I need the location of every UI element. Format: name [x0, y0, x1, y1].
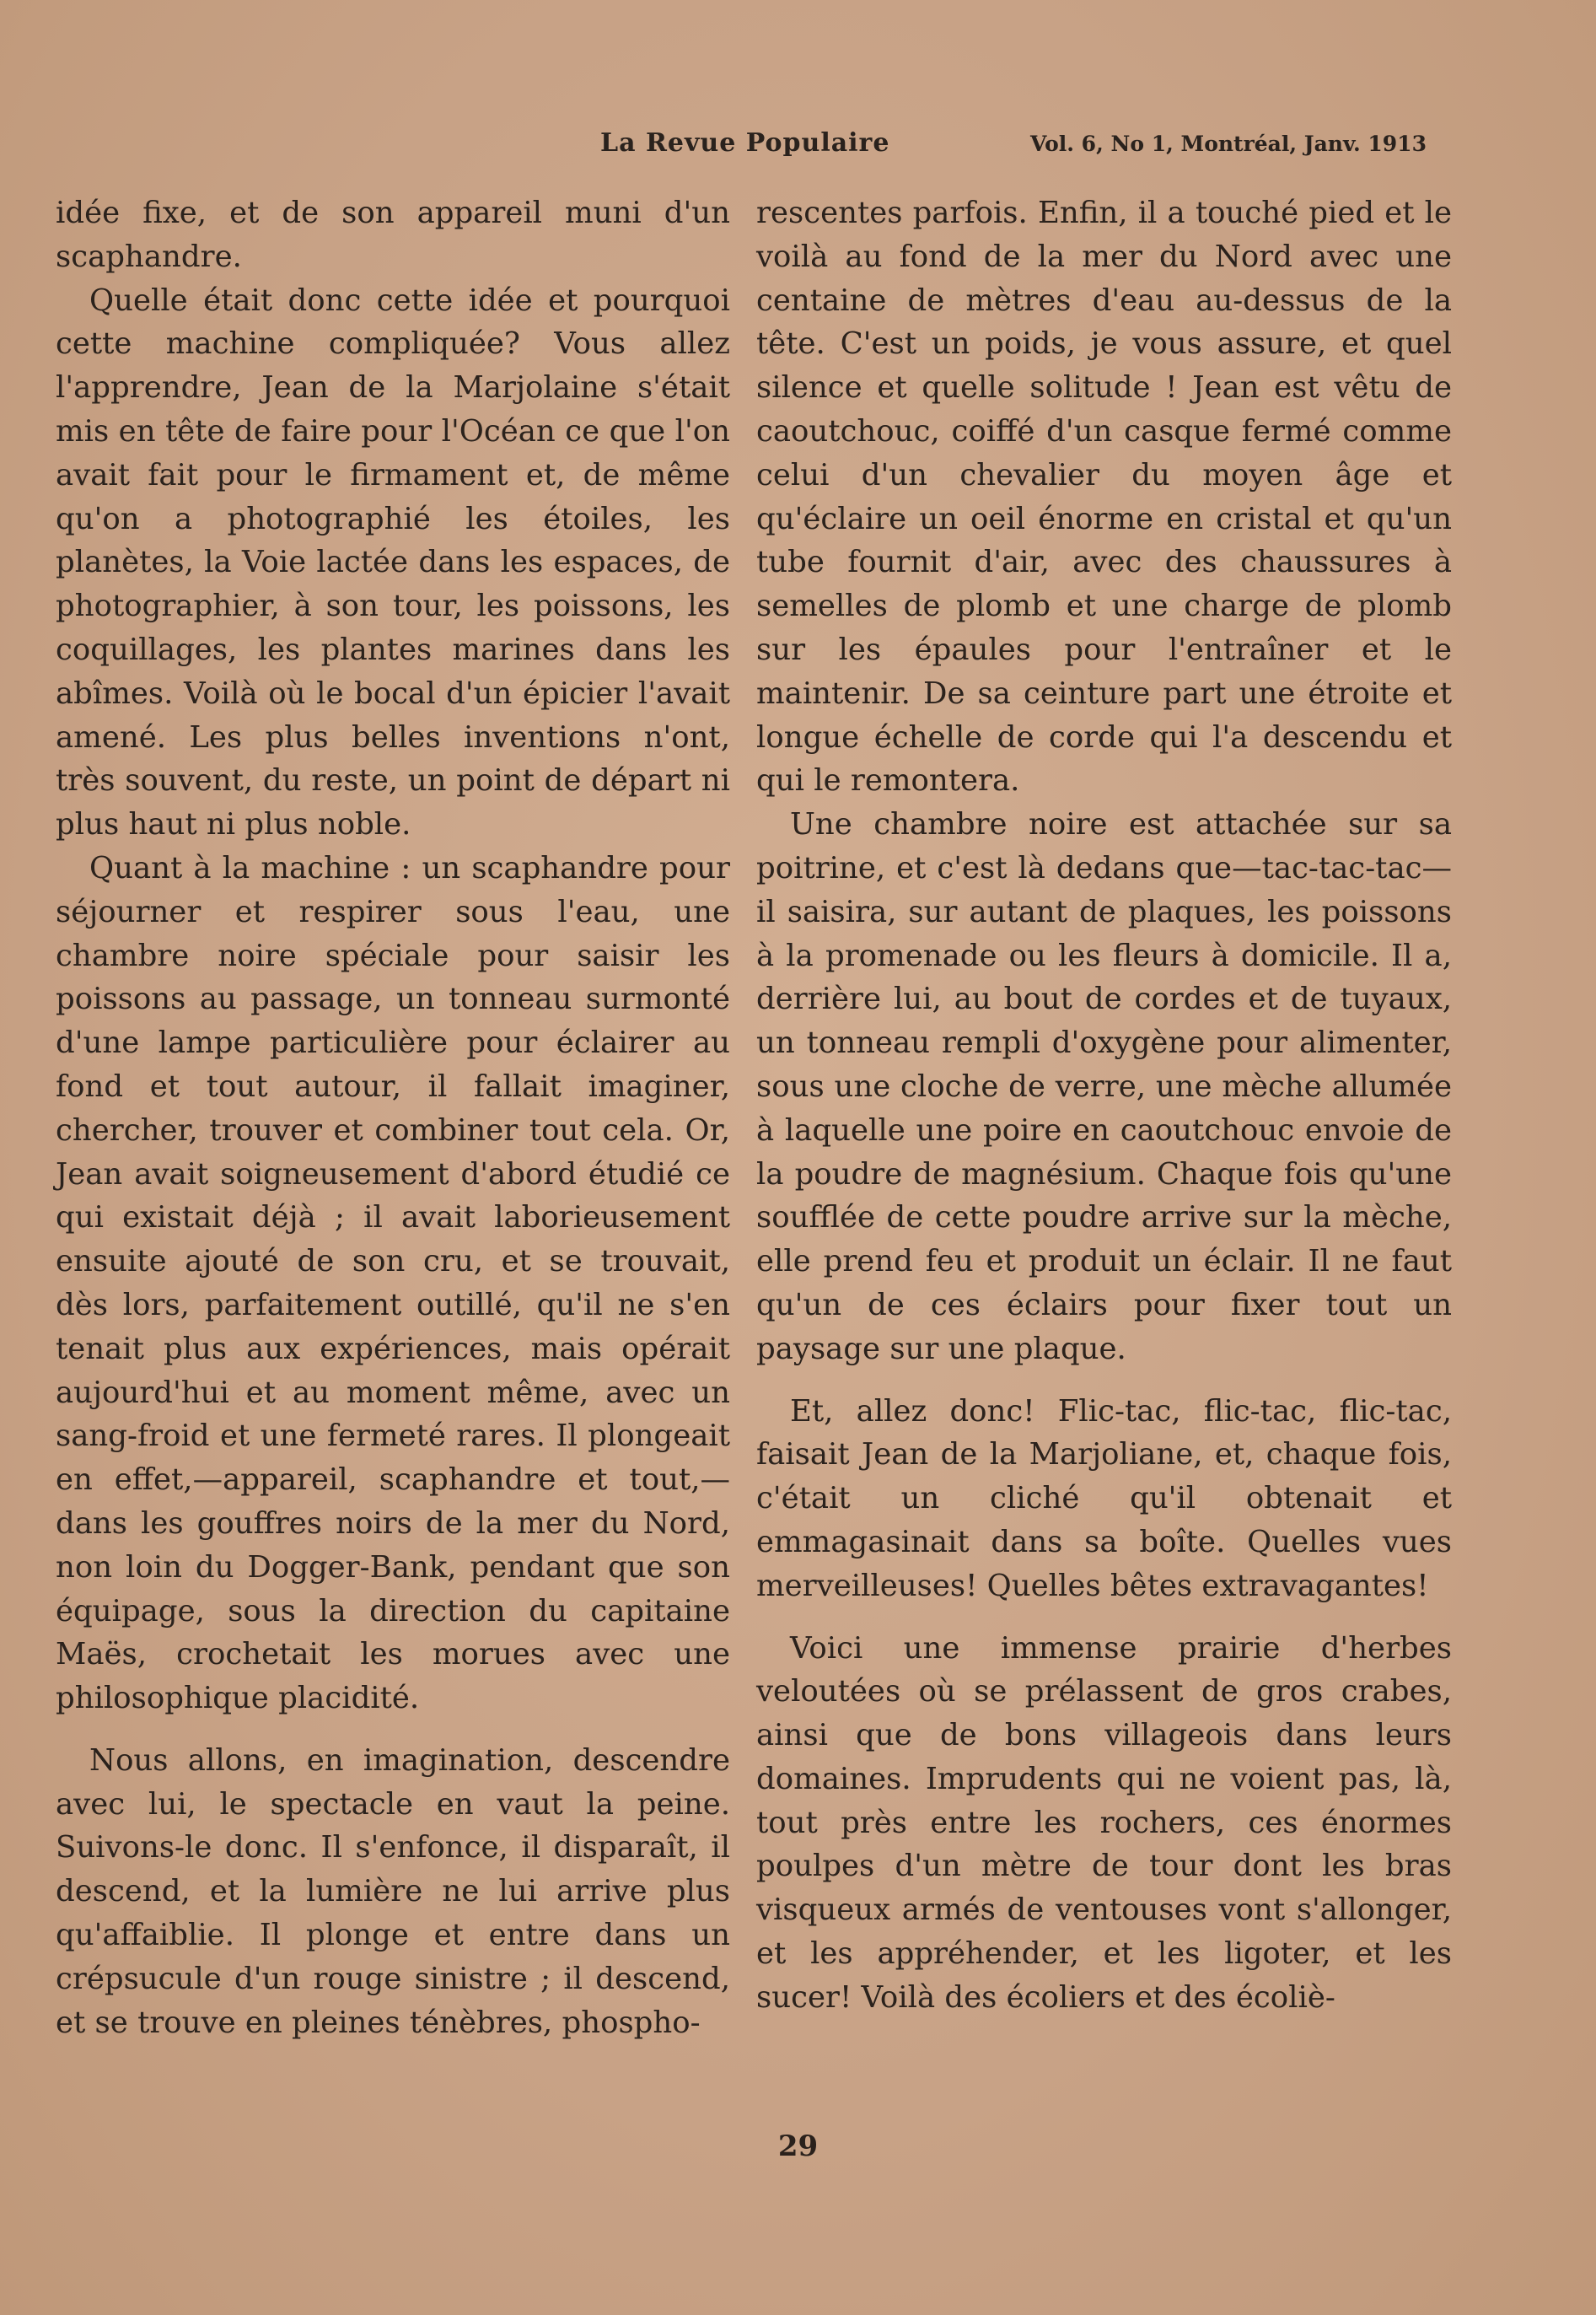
- paragraph: Une chambre noire est attachée sur sa poitrine, et c'est là dedans que—tac-tac-tac—il saisira, sur autant de plaques, les poissons à la promenade ou les fleurs à domicile. Il a, derrière lui, au bout de cordes et de tuyaux, un tonneau rempli d'oxygène pour alimenter, sous une cloche de verre, une mèche allumée à laquelle une poire en caoutchouc envoie de la poudre de magnésium. Chaque fois qu'une soufflée de cette poudre arrive sur la mèche, elle prend feu et produit un éclair. Il ne faut qu'un de ces éclairs pour fixer tout un paysage sur une plaque.: [756, 807, 1452, 1366]
- left-column: [56, 191, 730, 2044]
- paragraph: Voici une immense prairie d'herbes veloutées où se prélassent de gros crabes, ainsi que de bons villageois dans leurs domaines. Imprudents qui ne voient pas, là, tout près entre les rochers, ces énormes poulpes d'un mètre de tour dont les bras visqueux armés de ventouses vont s'allonger, et les appréhender, et les ligoter, et les sucer! Voilà des écoliers et des écoliè-: [756, 1630, 1452, 2015]
- right-column: [756, 191, 1452, 2020]
- paragraph: Quant à la machine : un scaphandre pour séjourner et respirer sous l'eau, une chambre noire spéciale pour saisir les poissons au passage, un tonneau surmonté d'une lampe particulière pour éclairer au fond et tout autour, il fallait imaginer, chercher, trouver et combiner tout cela. Or, Jean avait soigneusement d'abord étudié ce qui existait déjà ; il avait laborieusement ensuite ajouté de son cru, et se trouvait, dès lors, parfaitement outillé, qu'il ne s'en tenait plus aux expériences, mais opérait aujourd'hui et au moment même, avec un sang-froid et une fermeté rares. Il plongeait en effet,—appareil, scaphandre et tout,—dans les gouffres noirs de la mer du Nord, non loin du Dogger-Bank, pendant que son équipage, sous la direction du capitaine Maës, crochetait les morues avec une philosophique placidité.: [56, 850, 730, 1716]
- paragraph: idée fixe, et de son appareil muni d'un scaphandre.: [56, 196, 730, 274]
- page-number: 29: [777, 2129, 819, 2163]
- paragraph: Nous allons, en imagination, descendre avec lui, le spectacle en vaut la peine. Suivons-le donc. Il s'enfonce, il disparaît, il descend, et la lumière ne lui arrive plus qu'affaiblie. Il plonge et entre dans un crépsucule d'un rouge sinistre ; il descend, et se trouve en pleines ténèbres, phospho-: [56, 1742, 730, 2040]
- paragraph: rescentes parfois. Enfin, il a touché pied et le voilà au fond de la mer du Nord avec une centaine de mètres d'eau au-dessus de la tête. C'est un poids, je vous assure, et quel silence et quelle solitude ! Jean est vêtu de caoutchouc, coiffé d'un casque fermé comme celui d'un chevalier du moyen âge et qu'éclaire un oeil énorme en cristal et qu'un tube fournit d'air, avec des chaussures à semelles de plomb et une charge de plomb sur les épaules pour l'entraîner et le maintenir. De sa ceinture part une étroite et longue échelle de corde qui l'a descendu et qui le remontera.: [756, 196, 1452, 799]
- journal-title: La Revue Populaire: [600, 128, 890, 158]
- issue-info: Vol. 6, No 1, Montréal, Janv. 1913: [1030, 132, 1427, 156]
- running-header: [0, 128, 1596, 170]
- paragraph: Et, allez donc! Flic-tac, flic-tac, flic-tac, faisait Jean de la Marjoliane, et, chaque fois, c'était un cliché qu'il obtenait et emmagasinait dans sa boîte. Quelles vues merveilleuses! Quelles bêtes extravagantes!: [756, 1393, 1452, 1603]
- paragraph: Quelle était donc cette idée et pourquoi cette machine compliquée? Vous allez l'apprendre, Jean de la Marjolaine s'était mis en tête de faire pour l'Océan ce que l'on avait fait pour le firmament et, de même qu'on a photographié les étoiles, les planètes, la Voie lactée dans les espaces, de photographier, à son tour, les poissons, les coquillages, les plantes marines dans les abîmes. Voilà où le bocal d'un épicier l'avait amené. Les plus belles inventions n'ont, très souvent, du reste, un point de départ ni plus haut ni plus noble.: [56, 283, 730, 843]
